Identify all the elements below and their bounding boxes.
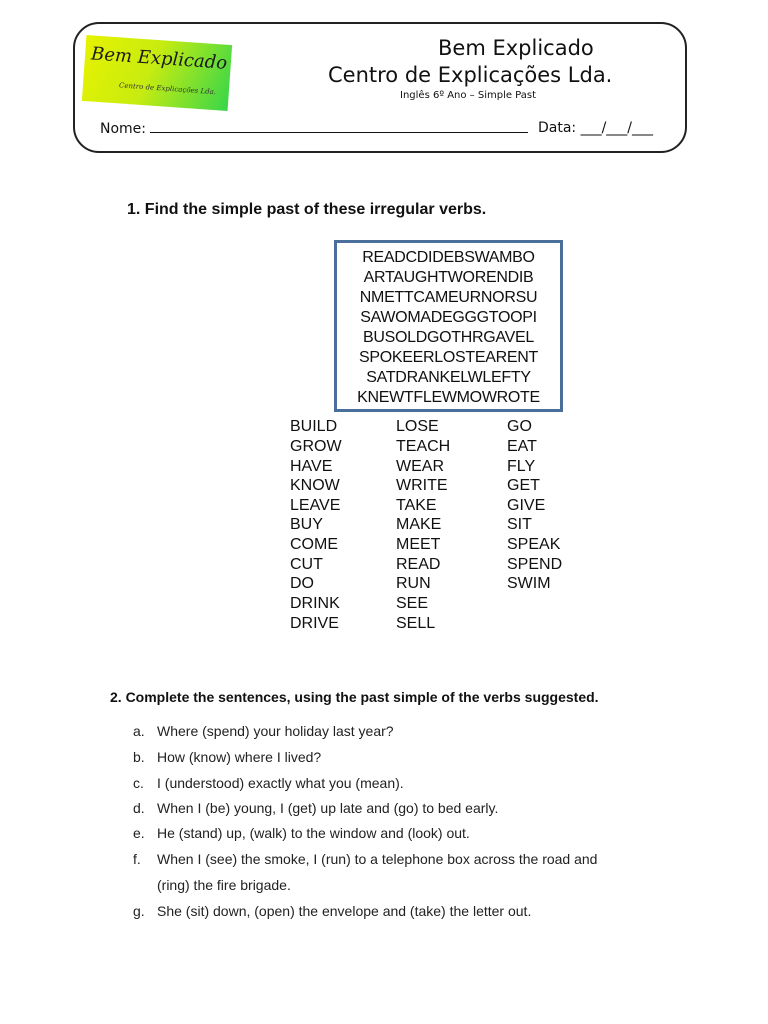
sentence-letter: g. xyxy=(133,903,145,919)
verb-item: BUY xyxy=(290,516,323,533)
puzzle-row: ARTAUGHTWORENDIB xyxy=(363,269,534,286)
logo-title: Bem Explicado xyxy=(90,43,228,74)
sentence-text: I (understood) exactly what you (mean). xyxy=(157,775,404,791)
sentence-letter: c. xyxy=(133,775,144,791)
verb-item: FLY xyxy=(507,458,536,475)
sentence-letter: a. xyxy=(133,723,145,739)
verb-item: CUT xyxy=(290,556,323,573)
verb-item: SPEAK xyxy=(507,536,561,553)
verb-item: DRINK xyxy=(290,595,340,612)
logo-subtitle: Centro de Explicações Lda. xyxy=(118,81,217,97)
exercise1-title: 1. Find the simple past of these irregular verbs. xyxy=(127,201,487,218)
verb-item: COME xyxy=(290,536,338,553)
logo xyxy=(82,35,232,111)
sentence-text: When I (see) the smoke, I (run) to a telephone box across the road and xyxy=(157,851,598,867)
exercise2-title: 2. Complete the sentences, using the past simple of the verbs suggested. xyxy=(110,689,599,705)
verb-item: READ xyxy=(396,556,441,573)
sentence-text: She (sit) down, (open) the envelope and (take) the letter out. xyxy=(157,903,532,919)
brand-company: Centro de Explicações Lda. xyxy=(328,63,613,87)
date-label: Data: ___/___/___ xyxy=(538,120,654,136)
verb-item: MEET xyxy=(396,536,441,553)
verb-item: MAKE xyxy=(396,516,442,533)
sentence-text: When I (be) young, I (get) up late and (go) to bed early. xyxy=(157,800,499,816)
word-search-grid xyxy=(334,240,563,412)
verb-item: RUN xyxy=(396,575,431,592)
sentence-text: He (stand) up, (walk) to the window and (look) out. xyxy=(157,825,470,841)
course-label: Inglês 6º Ano – Simple Past xyxy=(400,90,537,101)
verb-item: KNOW xyxy=(290,477,340,494)
sentence-text: How (know) where I lived? xyxy=(157,749,322,765)
verb-item: SWIM xyxy=(507,575,551,592)
verb-item: DRIVE xyxy=(290,615,339,632)
puzzle-row: BUSOLDGOTHRGAVEL xyxy=(363,329,534,346)
puzzle-row: NMETTCAMEURNORSU xyxy=(359,289,538,306)
sentence-letter: d. xyxy=(133,800,145,816)
name-field[interactable] xyxy=(100,120,528,137)
brand-name: Bem Explicado xyxy=(438,36,594,60)
name-label: Nome: xyxy=(100,121,147,137)
verb-item: SELL xyxy=(396,615,436,632)
name-underline[interactable] xyxy=(150,120,528,133)
verb-item: GET xyxy=(507,477,540,494)
puzzle-row: KNEWTFLEWMOWROTE xyxy=(357,389,540,406)
sentence-letter: f. xyxy=(133,851,141,867)
puzzle-row: READCDIDEBSWAMBO xyxy=(362,249,535,266)
sentence-letter: e. xyxy=(133,825,145,841)
verb-item: WEAR xyxy=(396,458,444,475)
verb-item: EAT xyxy=(507,438,537,455)
sentence-text: Where (spend) your holiday last year? xyxy=(157,723,394,739)
verb-item: GROW xyxy=(290,438,342,455)
verb-item: HAVE xyxy=(290,458,333,475)
sentence-text-continued: (ring) the fire brigade. xyxy=(157,877,291,893)
verb-item: GIVE xyxy=(507,497,546,514)
date-field[interactable] xyxy=(538,120,653,136)
verb-item: LEAVE xyxy=(290,497,341,514)
verb-item: TEACH xyxy=(396,438,451,455)
verb-item: SPEND xyxy=(507,556,563,573)
verb-item: SIT xyxy=(507,516,532,533)
verb-item: GO xyxy=(507,418,532,435)
verb-item: WRITE xyxy=(396,477,448,494)
puzzle-row: SPOKEERLOSTEARENT xyxy=(359,349,538,366)
puzzle-row: SAWOMADEGGGTOOPI xyxy=(360,309,537,326)
verb-item: BUILD xyxy=(290,418,338,435)
sentence-letter: b. xyxy=(133,749,145,765)
verb-item: LOSE xyxy=(396,418,439,435)
verb-item: SEE xyxy=(396,595,429,612)
verb-item: DO xyxy=(290,575,314,592)
verb-item: TAKE xyxy=(396,497,437,514)
puzzle-row: SATDRANKELWLEFTY xyxy=(366,369,531,386)
